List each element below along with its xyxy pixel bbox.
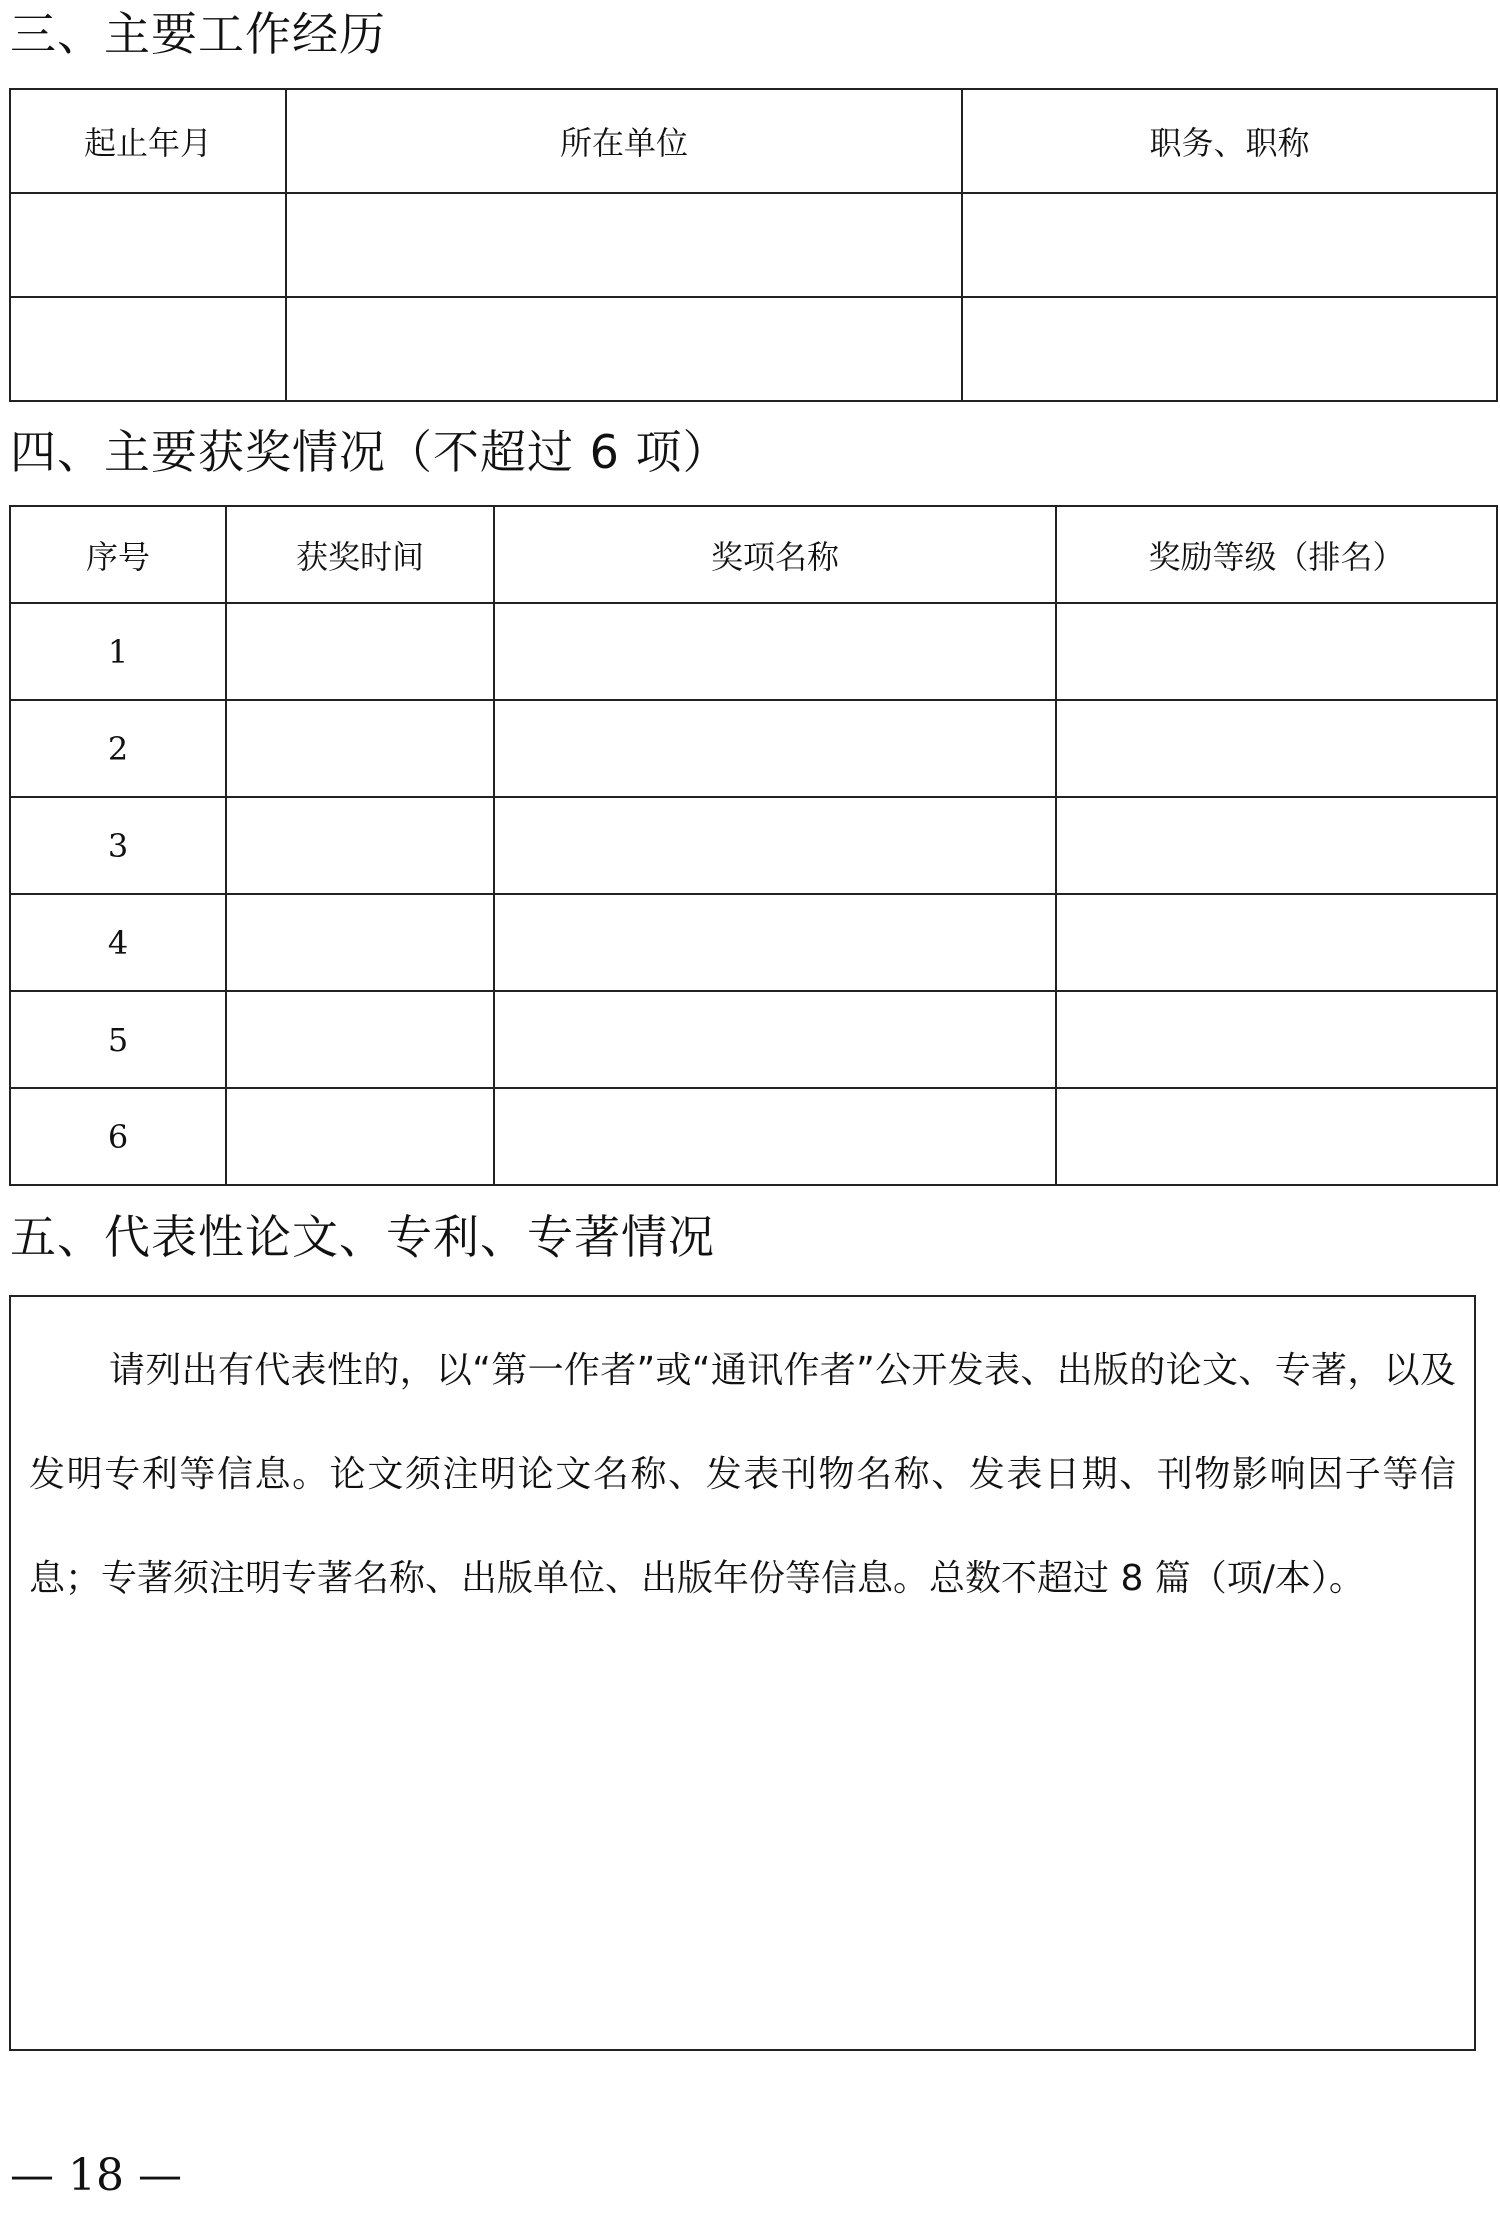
table-cell[interactable] (286, 193, 962, 297)
table-cell[interactable] (1056, 1088, 1497, 1185)
table-cell[interactable] (962, 193, 1497, 297)
table-cell[interactable] (226, 603, 494, 700)
table-cell[interactable] (1056, 797, 1497, 894)
section5-heading: 五、代表性论文、专利、专著情况 (10, 1210, 715, 1264)
table-row (10, 193, 1497, 297)
row-number: 2 (10, 700, 226, 797)
table-cell[interactable] (226, 894, 494, 991)
table-cell[interactable] (494, 603, 1056, 700)
column-header-position: 职务、职称 (962, 89, 1497, 193)
table-cell[interactable] (10, 297, 286, 401)
row-number: 3 (10, 797, 226, 894)
column-header-employer: 所在单位 (286, 89, 962, 193)
table-cell[interactable] (494, 700, 1056, 797)
column-header-period: 起止年月 (10, 89, 286, 193)
table-cell[interactable] (494, 797, 1056, 894)
table-cell[interactable] (286, 297, 962, 401)
table-cell[interactable] (494, 991, 1056, 1088)
awards-table (9, 505, 1498, 1186)
section3-heading: 三、主要工作经历 (10, 7, 386, 61)
row-number: 6 (10, 1088, 226, 1185)
column-header-award-level: 奖励等级（排名） (1056, 506, 1497, 603)
table-row (10, 894, 1497, 991)
table-cell[interactable] (226, 797, 494, 894)
table-row (10, 991, 1497, 1088)
table-cell[interactable] (494, 894, 1056, 991)
table-cell[interactable] (1056, 603, 1497, 700)
row-number: 1 (10, 603, 226, 700)
table-cell[interactable] (226, 1088, 494, 1185)
row-number: 5 (10, 991, 226, 1088)
table-header-row (10, 506, 1497, 603)
publications-instruction: 请列出有代表性的，以“第一作者”或“通讯作者”公开发表、出版的论文、专著，以及发明专利等信息。论文须注明论文名称、发表刊物名称、发表日期、刊物影响因子等信息；专著须注明专著名称、出版单位、出版年份等信息。总数不超过 8 篇（项/本）。 (29, 1350, 1456, 1599)
table-row (10, 797, 1497, 894)
table-cell[interactable] (1056, 894, 1497, 991)
table-row (10, 700, 1497, 797)
column-header-index: 序号 (10, 506, 226, 603)
table-cell[interactable] (226, 700, 494, 797)
table-cell[interactable] (10, 193, 286, 297)
table-cell[interactable] (226, 991, 494, 1088)
table-cell[interactable] (1056, 700, 1497, 797)
publications-box[interactable] (9, 1295, 1476, 2051)
section4-heading: 四、主要获奖情况（不超过 6 项） (10, 425, 730, 479)
table-cell[interactable] (1056, 991, 1497, 1088)
page-number: — 18 — (10, 2150, 182, 2201)
work-history-table (9, 88, 1498, 402)
table-cell[interactable] (494, 1088, 1056, 1185)
table-cell[interactable] (962, 297, 1497, 401)
column-header-award-date: 获奖时间 (226, 506, 494, 603)
table-row (10, 1088, 1497, 1185)
table-row (10, 603, 1497, 700)
table-header-row (10, 89, 1497, 193)
row-number: 4 (10, 894, 226, 991)
table-row (10, 297, 1497, 401)
column-header-award-name: 奖项名称 (494, 506, 1056, 603)
